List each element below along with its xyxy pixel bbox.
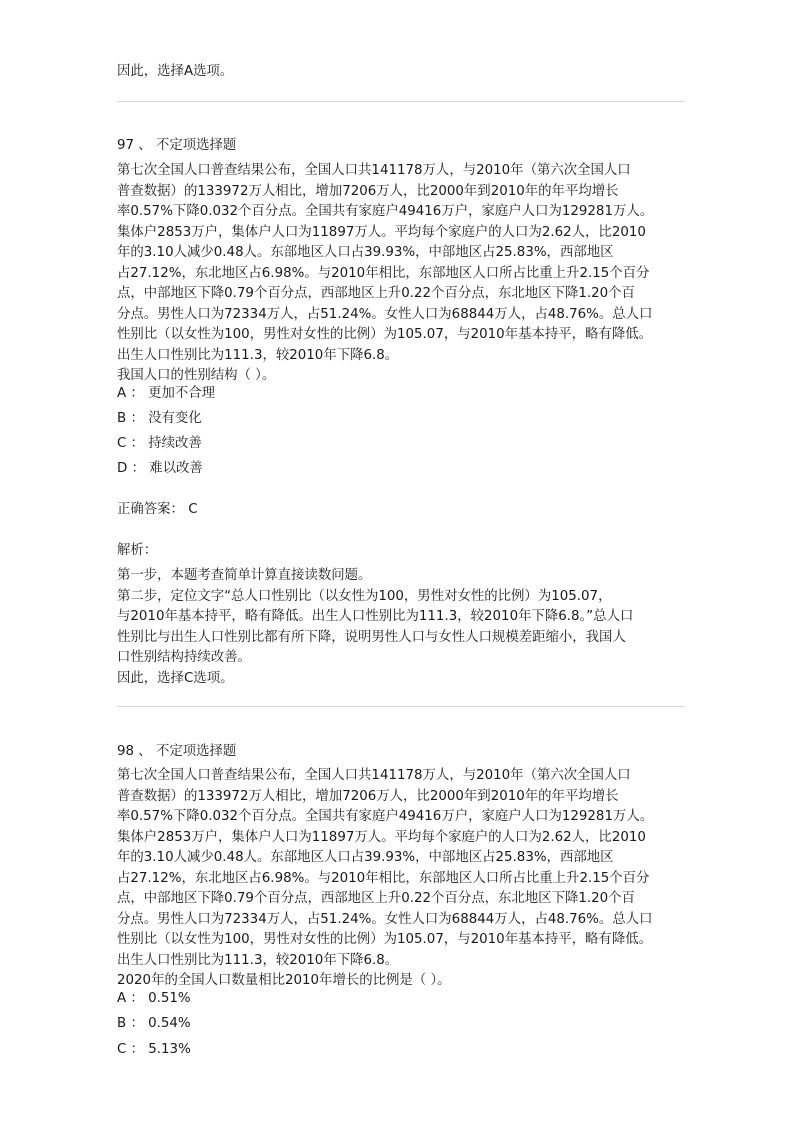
q98-stem-line: 出生人口性别比为111.3，较2010年下降6.8。: [117, 952, 399, 968]
q97-stem-line: 第七次全国人口普查结果公布，全国人口共141178万人，与2010年（第六次全国人口: [117, 163, 631, 178]
q97-analysis-line: 第二步，定位文字“总人口性别比（以女性为100，男性对女性的比例）为105.07，: [117, 588, 612, 604]
q98-stem-line: 第七次全国人口普查结果公布，全国人口共141178万人，与2010年（第六次全国人口: [117, 768, 631, 783]
q98-option-b[interactable]: B ： 0.54%: [117, 1016, 191, 1031]
q97-option-c[interactable]: C ： 持续改善: [117, 436, 202, 451]
q97-stem-line: 年的3.10人减少0.48人。东部地区人口占39.93%，中部地区占25.83%，西部地区: [117, 245, 614, 260]
q98-stem-line: 率0.57%下降0.032个百分点。全国共有家庭户49416万户，家庭户人口为129281万人。: [117, 809, 654, 824]
q98-stem-line: 普查数据）的133972万人相比，增加7206万人，比2000年到2010年的年平均增长: [117, 788, 619, 804]
q97-stem-line: 性别比（以女性为100，男性对女性的比例）为105.07，与2010年基本持平，略有降低。: [117, 327, 652, 342]
q97-stem-line: 普查数据）的133972万人相比，增加7206万人，比2000年到2010年的年平均增长: [117, 183, 619, 199]
q97-option-d[interactable]: D ： 难以改善: [117, 461, 203, 476]
q98-stem-line: 分点。男性人口为72334万人，占51.24%。女性人口为68844万人，占48.76%。总人口: [117, 911, 653, 927]
q97-analysis: [117, 566, 685, 689]
q97-stem: [117, 161, 685, 387]
q98-stem-line: 点，中部地区下降0.79个百分点，西部地区上升0.22个百分点，东北地区下降1.20个百: [117, 891, 635, 906]
q97-answer: 正确答案： C: [117, 502, 198, 517]
q97-stem-line: 分点。男性人口为72334万人，占51.24%。女性人口为68844万人，占48.76%。总人口: [117, 306, 653, 322]
q97-analysis-line: 第一步，本题考查简单计算直接读数问题。: [117, 568, 372, 583]
q97-option-a[interactable]: A ： 更加不合理: [117, 386, 216, 401]
q98-stem: [117, 766, 685, 992]
q97-stem-line: 出生人口性别比为111.3，较2010年下降6.8。: [117, 347, 399, 363]
q98-question: 2020年的全国人口数量相比2010年增长的比例是（ ）。: [117, 973, 451, 988]
q98-stem-line: 集体户2853万户，集体户人口为11897万人。平均每个家庭户的人口为2.62人，比2010: [117, 829, 646, 845]
q97-question: 我国人口的性别结构（ ）。: [117, 368, 276, 383]
q97-analysis-line: 性别比与出生人口性别比都有所下降，说明男性人口与女性人口规模差距缩小，我国人: [117, 629, 626, 645]
section-divider: [117, 101, 685, 102]
q98-option-c[interactable]: C ： 5.13%: [117, 1042, 191, 1057]
q98-header: 98 、 不定项选择题: [117, 744, 237, 759]
section-divider: [117, 706, 685, 707]
q97-stem-line: 率0.57%下降0.032个百分点。全国共有家庭户49416万户，家庭户人口为129281万人。: [117, 204, 654, 219]
q97-header: 97 、 不定项选择题: [117, 138, 237, 153]
q97-analysis-title: 解析：: [117, 543, 158, 558]
q97-analysis-conclusion: 因此，选择C选项。: [117, 670, 234, 686]
q97-option-b[interactable]: B ： 没有变化: [117, 411, 202, 426]
q97-stem-line: 集体户2853万户，集体户人口为11897万人。平均每个家庭户的人口为2.62人，比2010: [117, 224, 646, 240]
previous-conclusion: 因此，选择A选项。: [117, 64, 234, 79]
q97-analysis-line: 口性别结构持续改善。: [117, 650, 251, 665]
q98-stem-line: 占27.12%，东北地区占6.98%。与2010年相比，东部地区人口所占比重上升2.15个百分: [117, 870, 650, 886]
q98-stem-line: 性别比（以女性为100，男性对女性的比例）为105.07，与2010年基本持平，略有降低。: [117, 932, 652, 947]
q97-stem-line: 占27.12%，东北地区占6.98%。与2010年相比，东部地区人口所占比重上升2.15个百分: [117, 265, 650, 281]
q97-analysis-line: 与2010年基本持平，略有降低。出生人口性别比为111.3，较2010年下降6.8。”总人口: [117, 609, 634, 624]
q98-stem-line: 年的3.10人减少0.48人。东部地区人口占39.93%，中部地区占25.83%，西部地区: [117, 850, 614, 865]
q97-stem-line: 点，中部地区下降0.79个百分点，西部地区上升0.22个百分点，东北地区下降1.20个百: [117, 286, 635, 301]
q98-option-a[interactable]: A ： 0.51%: [117, 991, 191, 1006]
